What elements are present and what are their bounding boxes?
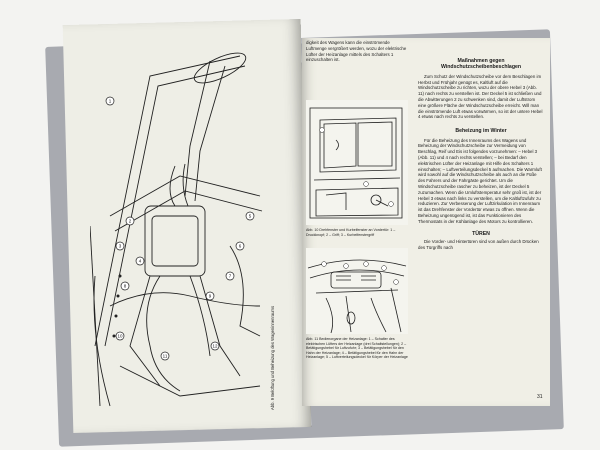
callout-12: 12: [212, 343, 218, 349]
figure-11-caption: [306, 337, 408, 360]
right-column: [418, 58, 544, 251]
callout-1: 1: [108, 98, 112, 104]
figure-10-door-window: [306, 100, 408, 225]
section-text-doors: Die Vorder- und Hintertüren sind von außen durch Drücken des Türgriffs nach: [418, 238, 539, 250]
callout-4: 4: [138, 258, 142, 264]
figure-10-caption: [306, 228, 408, 237]
left-page-vertical-caption: [265, 60, 279, 420]
section-heading-doors: TÜREN: [472, 230, 490, 237]
heater-controls-drawing: [306, 248, 408, 334]
fig10-caption-text: Abb. 10 Drehfenster und Kurbelfenster an Vordertür: 1 – Druckknopf; 2 – Griff; 3 – Kurbelfenstergriff: [306, 228, 396, 237]
section-heading-winter: Beheizung im Winter: [455, 128, 507, 135]
callout-11: 11: [162, 353, 168, 359]
section-text-windshield: Zum Schutz der Windschutzscheibe vor dem Beschlagen im Herbst und Frühjahr genügt es, Kaltluft auf die Windschutzscheibe zu richten, wozu der obere Hebel 3 (Abb. 11) nach rechts zu verstellen ist. Der Deckel 5 ist schließen und die Abwitterungen 2 zu schwenken sind, damit der Luftstrom eine größere Fläche der Windschutzscheibe erreicht. Will man die einströmende Luft etwas vorwärmen, so ist der untere Hebel 4 etwas nach rechts zu verstellen.: [418, 73, 543, 120]
section-text-winter: Für die Beheizung des Innenraums des Wagens und Beheizung der Windschutzscheibe zur Vermeidung von Beschlag, Reif und Eis ist folgendes vorzunehmen: – Hebel 3 (Abb. 11) und 4 nach rechts verstellen; – bei Bedarf den elektrischen Lüfter der Heizanlage mit Hilfe des Schalters 1 einschalten; – Luftverteilungsdeckel 5 aufmachen. Die Warmluft wird sowohl auf die Windschutzscheibe als auch an die Füße des Fahrers und der Fahrgäste gerichtet. Um die Windschutzscheibe rascher zu beheizen, ist der Deckel 5 zuzumachen. Wenn die Umluftstemperatur sehr groß ist, ist der Hebel 3 etwas nach links zu verstellen, um die Kaltluftzufuhr zu reduzieren. Zur Verbesserung der Luftzirkulation im Innenraum ist das Drehfenster der Vordertür etwas zu öffnen. Wenn die Beheizung ungenügend ist, ist das Funktionieren des Thermostats in der Kühlanlage des Motors zu kontrollieren.: [418, 137, 542, 224]
callout-7: 7: [228, 273, 232, 279]
fig11-caption-text: Abb. 11 Bedienorgane der Heizanlage: 1 – Schalter des elektrischen Lüfters der Heizanlage (drei Schaltstellungen); 2 – Betätigungshebel für Luftzufuhr; 3 – Betätigungshebel für den Hahn der Heizanlage; 4 – Betätigungshebel für den Hahn der Heizanlage; 5 – Luftverteilungsdeckel für Körper der Heizanlage: [306, 337, 408, 360]
callout-10: 10: [117, 333, 123, 339]
callout-3: 3: [118, 243, 122, 249]
callout-5: 5: [248, 213, 252, 219]
callout-8: 8: [123, 283, 127, 289]
figure-11-heater-controls: [306, 248, 408, 334]
vertical-caption-text: Abb. 9 Belüftung und Beheizung des Wageninnenraums: [270, 305, 275, 410]
page-number: 31: [537, 394, 543, 400]
top-text: digkeit des Wagens kann die einströmende Luftmenge vergrößert werden, wozu der elektrische Lüfter der Heizanlage mittels des Schalters 1 einzuschalten ist.: [306, 40, 407, 63]
car-interior-drawing: [90, 46, 265, 416]
top-paragraph: [306, 40, 408, 63]
callout-2: 2: [128, 218, 132, 224]
callout-9: 9: [208, 293, 212, 299]
door-window-drawing: [306, 100, 408, 225]
callout-6: 6: [238, 243, 242, 249]
section-heading-windshield: Maßnahmen gegen Windschutzscheibenbeschlagen: [440, 58, 522, 71]
